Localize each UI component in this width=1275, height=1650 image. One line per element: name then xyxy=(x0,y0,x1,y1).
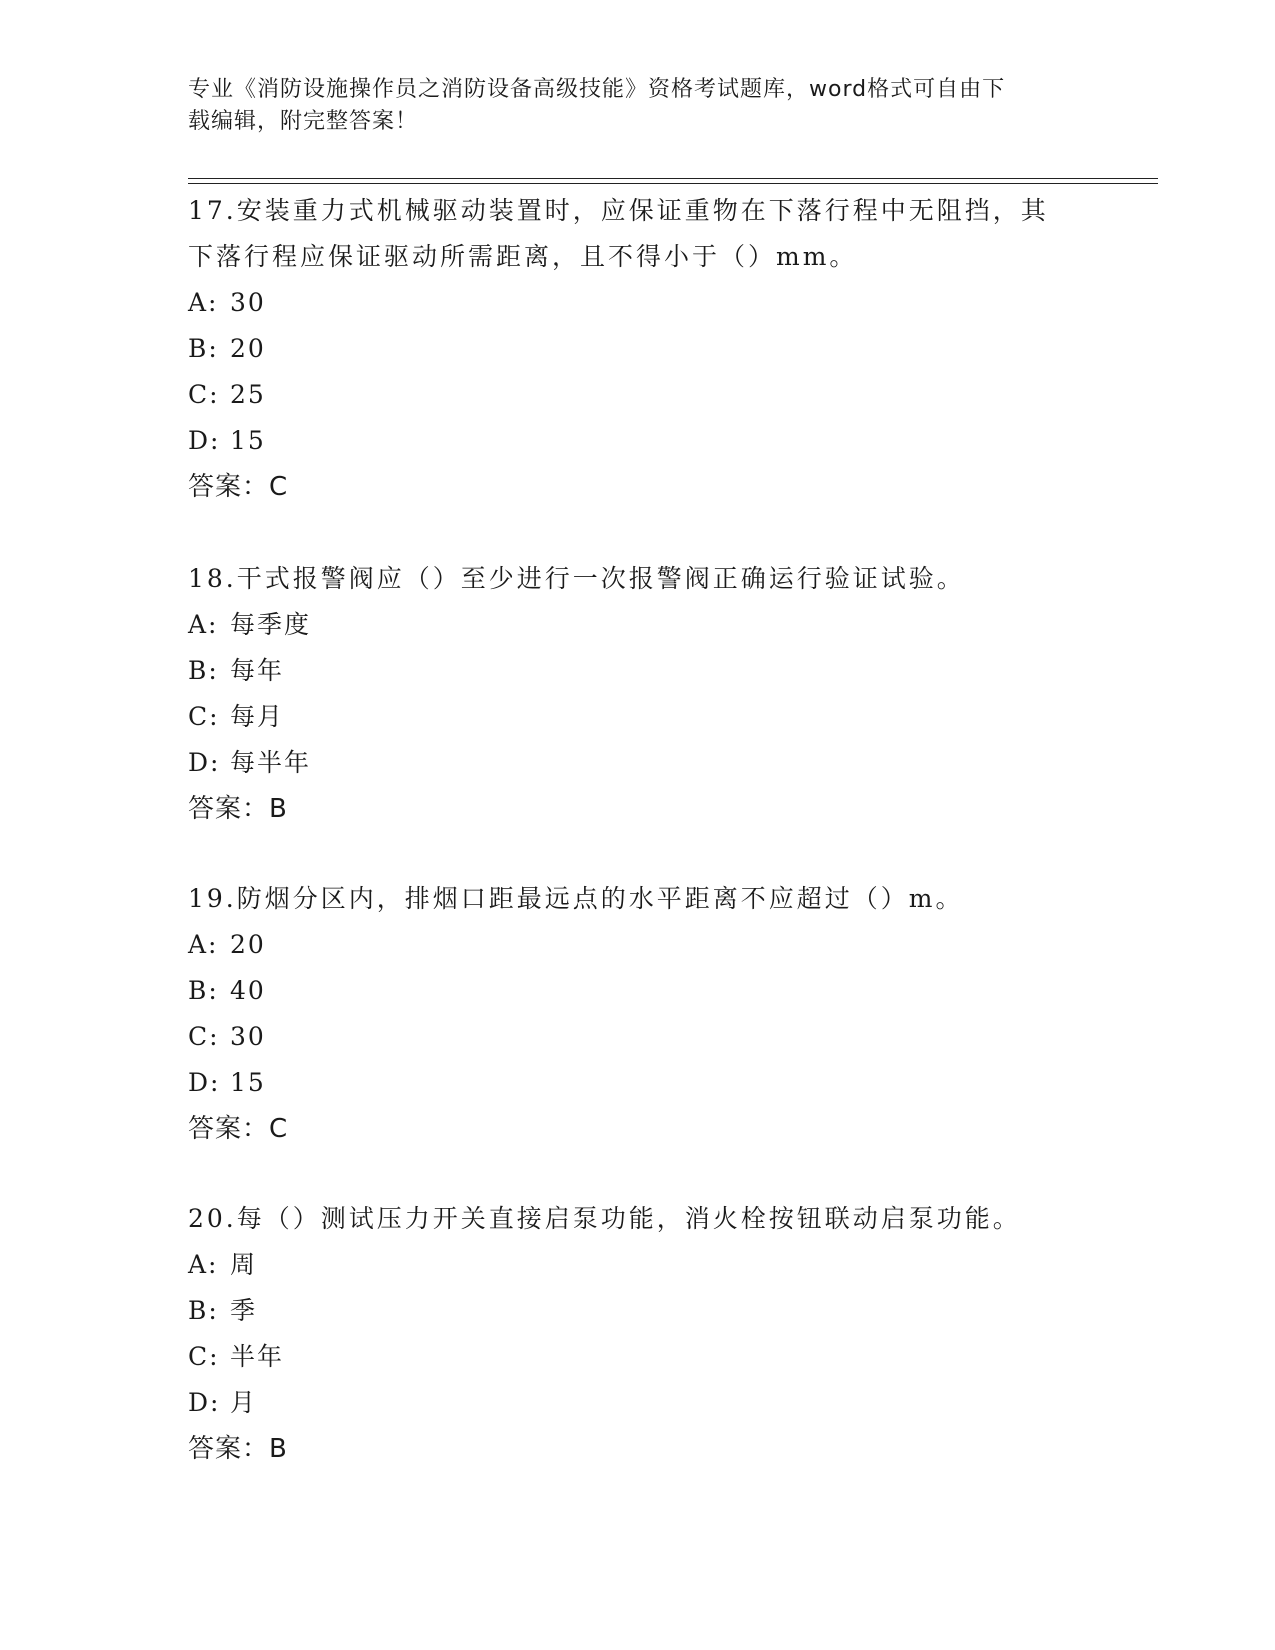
option-text: 30 xyxy=(230,1022,266,1051)
option-letter: C: xyxy=(188,702,220,731)
option-text: 30 xyxy=(230,288,266,317)
question-stem-line-1: 20.每（）测试压力开关直接启泵功能，消火栓按钮联动启泵功能。 xyxy=(188,1204,1021,1233)
option-d xyxy=(188,418,1088,464)
option-c xyxy=(188,1014,1088,1060)
option-b xyxy=(188,1288,1088,1334)
option-letter: A: xyxy=(188,610,219,639)
option-letter: D: xyxy=(188,426,221,455)
option-text: 15 xyxy=(230,1068,266,1097)
header-divider-bottom xyxy=(188,183,1158,184)
option-text: 每季度 xyxy=(230,610,312,639)
option-text: 月 xyxy=(230,1388,258,1417)
answer: 答案：B xyxy=(188,1434,288,1464)
option-text: 25 xyxy=(230,380,266,409)
answer: 答案：C xyxy=(188,1114,289,1144)
option-a xyxy=(188,1242,1088,1288)
option-text: 半年 xyxy=(230,1342,285,1371)
option-d xyxy=(188,1060,1088,1106)
option-c xyxy=(188,1334,1088,1380)
option-letter: C: xyxy=(188,1022,220,1051)
option-b xyxy=(188,648,1088,694)
option-c xyxy=(188,372,1088,418)
option-text: 20 xyxy=(230,334,266,363)
answer: 答案：C xyxy=(188,472,289,502)
option-letter: C: xyxy=(188,1342,220,1371)
header-line-2: 载编辑，附完整答案！ xyxy=(188,109,419,134)
question-stem-line-2: 下落行程应保证驱动所需距离，且不得小于（）mm。 xyxy=(188,242,858,271)
option-text: 周 xyxy=(230,1250,258,1279)
question-17 xyxy=(188,188,1088,510)
option-text: 每年 xyxy=(230,656,285,685)
option-text: 20 xyxy=(230,930,266,959)
option-text: 40 xyxy=(230,976,266,1005)
answer: 答案：B xyxy=(188,794,288,824)
question-19 xyxy=(188,876,1088,1152)
option-text: 每半年 xyxy=(230,748,312,777)
option-letter: C: xyxy=(188,380,220,409)
question-stem-line-1: 17.安装重力式机械驱动装置时，应保证重物在下落行程中无阻挡，其 xyxy=(188,196,1049,225)
option-text: 季 xyxy=(230,1296,258,1325)
option-a xyxy=(188,602,1088,648)
document-header xyxy=(188,74,1068,138)
option-b xyxy=(188,326,1088,372)
option-a xyxy=(188,922,1088,968)
option-letter: B: xyxy=(188,334,219,363)
option-d xyxy=(188,1380,1088,1426)
option-letter: A: xyxy=(188,288,219,317)
question-20 xyxy=(188,1196,1088,1472)
option-text: 每月 xyxy=(230,702,285,731)
header-divider-top xyxy=(188,178,1158,179)
option-letter: B: xyxy=(188,656,219,685)
option-letter: A: xyxy=(188,930,219,959)
option-letter: D: xyxy=(188,748,221,777)
question-stem-line-1: 18.干式报警阀应（）至少进行一次报警阀正确运行验证试验。 xyxy=(188,564,965,593)
option-letter: B: xyxy=(188,1296,219,1325)
question-stem-line-1: 19.防烟分区内，排烟口距最远点的水平距离不应超过（）m。 xyxy=(188,884,964,913)
option-letter: D: xyxy=(188,1388,221,1417)
option-letter: B: xyxy=(188,976,219,1005)
option-text: 15 xyxy=(230,426,266,455)
header-line-1: 专业《消防设施操作员之消防设备高级技能》资格考试题库，word格式可自由下 xyxy=(188,77,1006,102)
option-letter: A: xyxy=(188,1250,219,1279)
question-18 xyxy=(188,556,1088,832)
option-c xyxy=(188,694,1088,740)
option-letter: D: xyxy=(188,1068,221,1097)
option-b xyxy=(188,968,1088,1014)
option-a xyxy=(188,280,1088,326)
option-d xyxy=(188,740,1088,786)
